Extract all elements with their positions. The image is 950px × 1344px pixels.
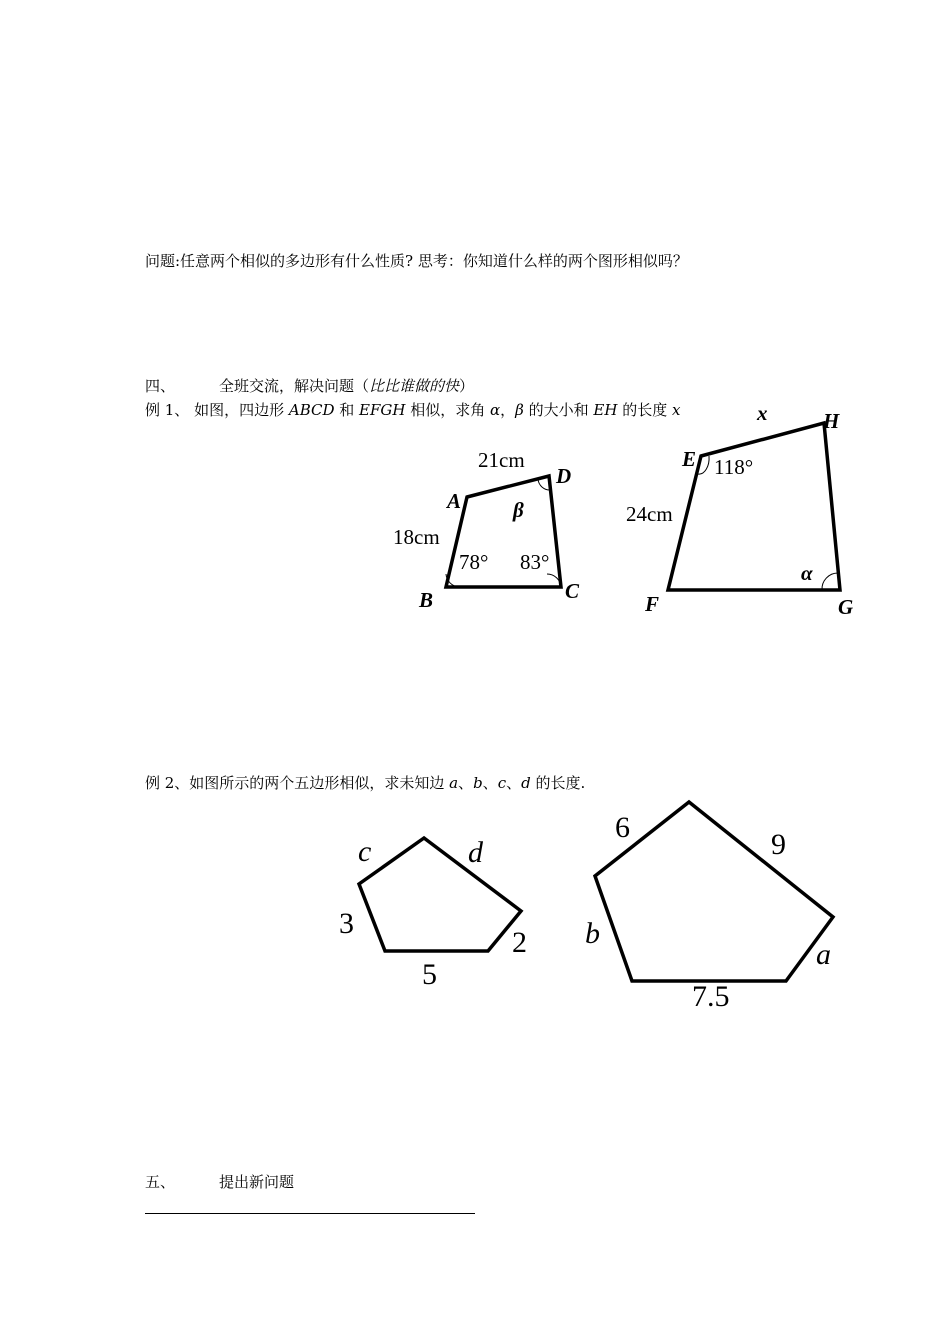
side-5-label: 5	[422, 958, 437, 991]
vertex-f-label: F	[645, 592, 660, 616]
side-ab-label: 18cm	[393, 525, 440, 549]
side-9-label: 9	[771, 828, 786, 861]
example-2-d: d	[521, 774, 531, 792]
example-1-prefix: 例 1、 如图，四边形	[145, 401, 289, 419]
example-2-c: c	[497, 774, 507, 792]
example-1-quad-efgh: EFGH	[359, 401, 406, 419]
question-text: 问题:任意两个相似的多边形有什么性质? 思考：你知道什么样的两个图形相似吗？	[145, 252, 688, 270]
vertex-a-label: A	[447, 489, 462, 513]
section-5-number: 五、	[145, 1173, 176, 1191]
example-1-comma: ，	[500, 401, 516, 419]
side-eh-x-label: x	[757, 401, 768, 425]
angle-b-label: 78°	[459, 550, 489, 574]
example-1-and: 和	[334, 401, 360, 419]
example-1-size-text: 的大小和	[523, 401, 594, 419]
example-2-end: 的长度.	[530, 774, 586, 792]
side-d-label: d	[468, 836, 483, 869]
vertex-d-label: D	[556, 464, 572, 488]
quadrilateral-abcd	[393, 448, 580, 612]
example-1-eh: EH	[593, 401, 618, 419]
side-b-label: b	[585, 917, 600, 950]
section-4-title-italic: 比比谁做的快	[369, 377, 460, 395]
side-ad-label: 21cm	[478, 448, 525, 472]
angle-beta-label: β	[513, 498, 524, 522]
example-1-length-text: 的长度	[617, 401, 672, 419]
example-2-b: b	[473, 774, 483, 792]
side-3-label: 3	[339, 907, 354, 940]
example-2-sep: 、	[458, 774, 474, 792]
pentagon-small	[339, 835, 527, 991]
side-6-label: 6	[615, 811, 630, 844]
pentagon-large-shape	[595, 802, 833, 981]
side-c-label: c	[358, 835, 372, 868]
vertex-e-label: E	[682, 447, 697, 471]
vertex-b-label: B	[419, 588, 434, 612]
section-4-title: 全班交流，解决问题（	[219, 377, 370, 395]
side-7-5-label: 7.5	[692, 980, 730, 1013]
section-4-number: 四、	[145, 377, 176, 395]
example-1-alpha: α	[490, 401, 501, 419]
example-1-beta: β	[515, 401, 524, 419]
section-4-title-end: ）	[459, 377, 475, 395]
example-2-sep: 、	[482, 774, 498, 792]
quadrilateral-efgh	[626, 401, 853, 619]
angle-alpha-label: α	[801, 561, 813, 585]
vertex-h-label: H	[823, 409, 840, 433]
side-2-label: 2	[512, 926, 527, 959]
pentagon-large	[585, 802, 833, 1013]
side-a-label: a	[816, 938, 831, 971]
angle-g-arc	[822, 573, 838, 590]
section-5-title: 提出新问题	[219, 1173, 295, 1191]
example-2-a: a	[449, 774, 459, 792]
angle-c-label: 83°	[520, 550, 550, 574]
side-ef-label: 24cm	[626, 502, 673, 526]
example-2-sep: 、	[506, 774, 522, 792]
vertex-g-label: G	[838, 595, 854, 619]
example-1-angle-text: 相似，求角	[405, 401, 491, 419]
pentagon-small-shape	[359, 838, 521, 951]
example-2-prefix: 例 2、如图所示的两个五边形相似，求未知边	[145, 774, 450, 792]
angle-e-label: 118°	[714, 455, 754, 479]
vertex-c-label: C	[565, 579, 580, 603]
example-1-x: x	[671, 401, 681, 419]
example-1-quad-abcd: ABCD	[288, 401, 335, 419]
